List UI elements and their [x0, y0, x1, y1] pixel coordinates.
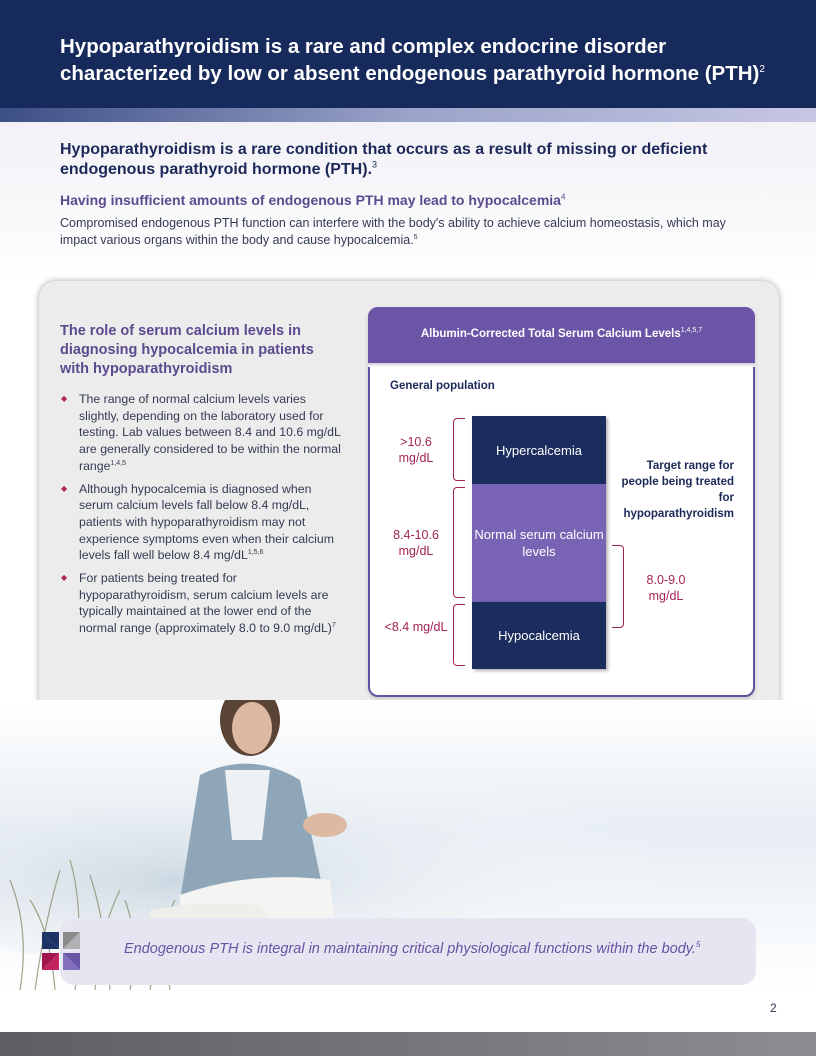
hypocalcemia-bracket — [453, 604, 465, 666]
page-header — [0, 0, 816, 108]
target-range-label: Target range for people being treated for hypoparathyroidism — [621, 460, 734, 520]
intro-body-text: Compromised endogenous PTH function can interfere with the body's ability to achieve calcium homeostasis, which may impact various organs within the body and cause hypocalcemia. — [60, 216, 726, 247]
bullet-citation: 1,5,6 — [247, 549, 264, 557]
hypocalcemia-block: Hypocalcemia — [472, 602, 606, 669]
panel-title: The role of serum calcium levels in diagnosing hypocalcemia in patients with hypoparathyroidism — [60, 323, 314, 377]
calcium-levels-title-text: Albumin-Corrected Total Serum Calcium Levels — [420, 328, 681, 340]
bullet-item — [60, 481, 345, 565]
normal-range: 8.4-10.6 mg/dL — [393, 528, 439, 558]
general-population-label: General population — [390, 380, 495, 392]
header-gradient-band — [0, 108, 816, 122]
calcium-levels-title — [368, 328, 755, 340]
target-range-value: 8.0-9.0 mg/dL — [646, 573, 686, 603]
page-number: 2 — [770, 1001, 777, 1015]
callout-text — [124, 941, 744, 957]
panel-bullet-list — [60, 391, 345, 643]
chart-header-shadow — [368, 363, 755, 367]
bullet-citation: 7 — [331, 622, 336, 630]
footer-bar — [0, 1032, 816, 1056]
hypercalcemia-block: Hypercalcemia — [472, 416, 606, 484]
bullet-item — [60, 570, 345, 637]
bullet-text: Although hypocalcemia is diagnosed when serum calcium levels fall below 8.4 mg/dL, patients with hypoparathyroidism may not experience symptoms even when their calcium levels fall well below 8.4 mg/dL — [79, 481, 334, 563]
intro-lead-citation: 3 — [372, 159, 378, 170]
hypercalcemia-range: >10.6 mg/dL — [398, 435, 434, 465]
hypercalcemia-bracket — [453, 418, 465, 481]
calcium-levels-title-citation: 1,4,5,7 — [680, 327, 703, 335]
intro-lead — [60, 140, 760, 180]
callout-text-body: Endogenous PTH is integral in maintaining critical physiological functions within the body. — [124, 941, 696, 957]
hypocalcemia-range: <8.4 mg/dL — [384, 620, 448, 634]
calcium-levels-header — [368, 307, 755, 363]
intro-body-citation: 5 — [413, 233, 418, 241]
intro-heading — [60, 192, 760, 208]
intro-body — [60, 215, 760, 249]
page-title — [60, 33, 800, 87]
bullet-citation: 1,4,5 — [110, 459, 127, 467]
normal-calcium-block: Normal serum calcium levels — [472, 484, 606, 602]
normal-bracket — [453, 487, 465, 598]
intro-heading-text: Having insufficient amounts of endogenous PTH may lead to hypocalcemia — [60, 192, 561, 208]
bullet-text: The range of normal calcium levels varies slightly, depending on the laboratory used for testing. Lab values between 8.4 and 10.6 mg/dL are generally considered to be within the normal range — [79, 392, 341, 473]
intro-heading-citation: 4 — [560, 192, 566, 202]
intro-lead-text: Hypoparathyroidism is a rare condition that occurs as a result of missing or deficient endogenous parathyroid hormone (PTH). — [60, 141, 708, 178]
bullet-text: For patients being treated for hypoparathyroidism, serum calcium levels are typically maintained at the lower end of the normal range (approximately 8.0 to 9.0 mg/dL) — [79, 571, 332, 636]
target-range-bracket — [612, 545, 624, 628]
callout-citation: 5 — [696, 940, 701, 950]
company-logo-icon — [40, 930, 82, 972]
bullet-item — [60, 391, 345, 475]
page-title-citation: 2 — [759, 64, 765, 76]
page-title-text: Hypoparathyroidism is a rare and complex endocrine disorder characterized by low or absent endogenous parathyroid hormone (PTH) — [60, 35, 760, 85]
